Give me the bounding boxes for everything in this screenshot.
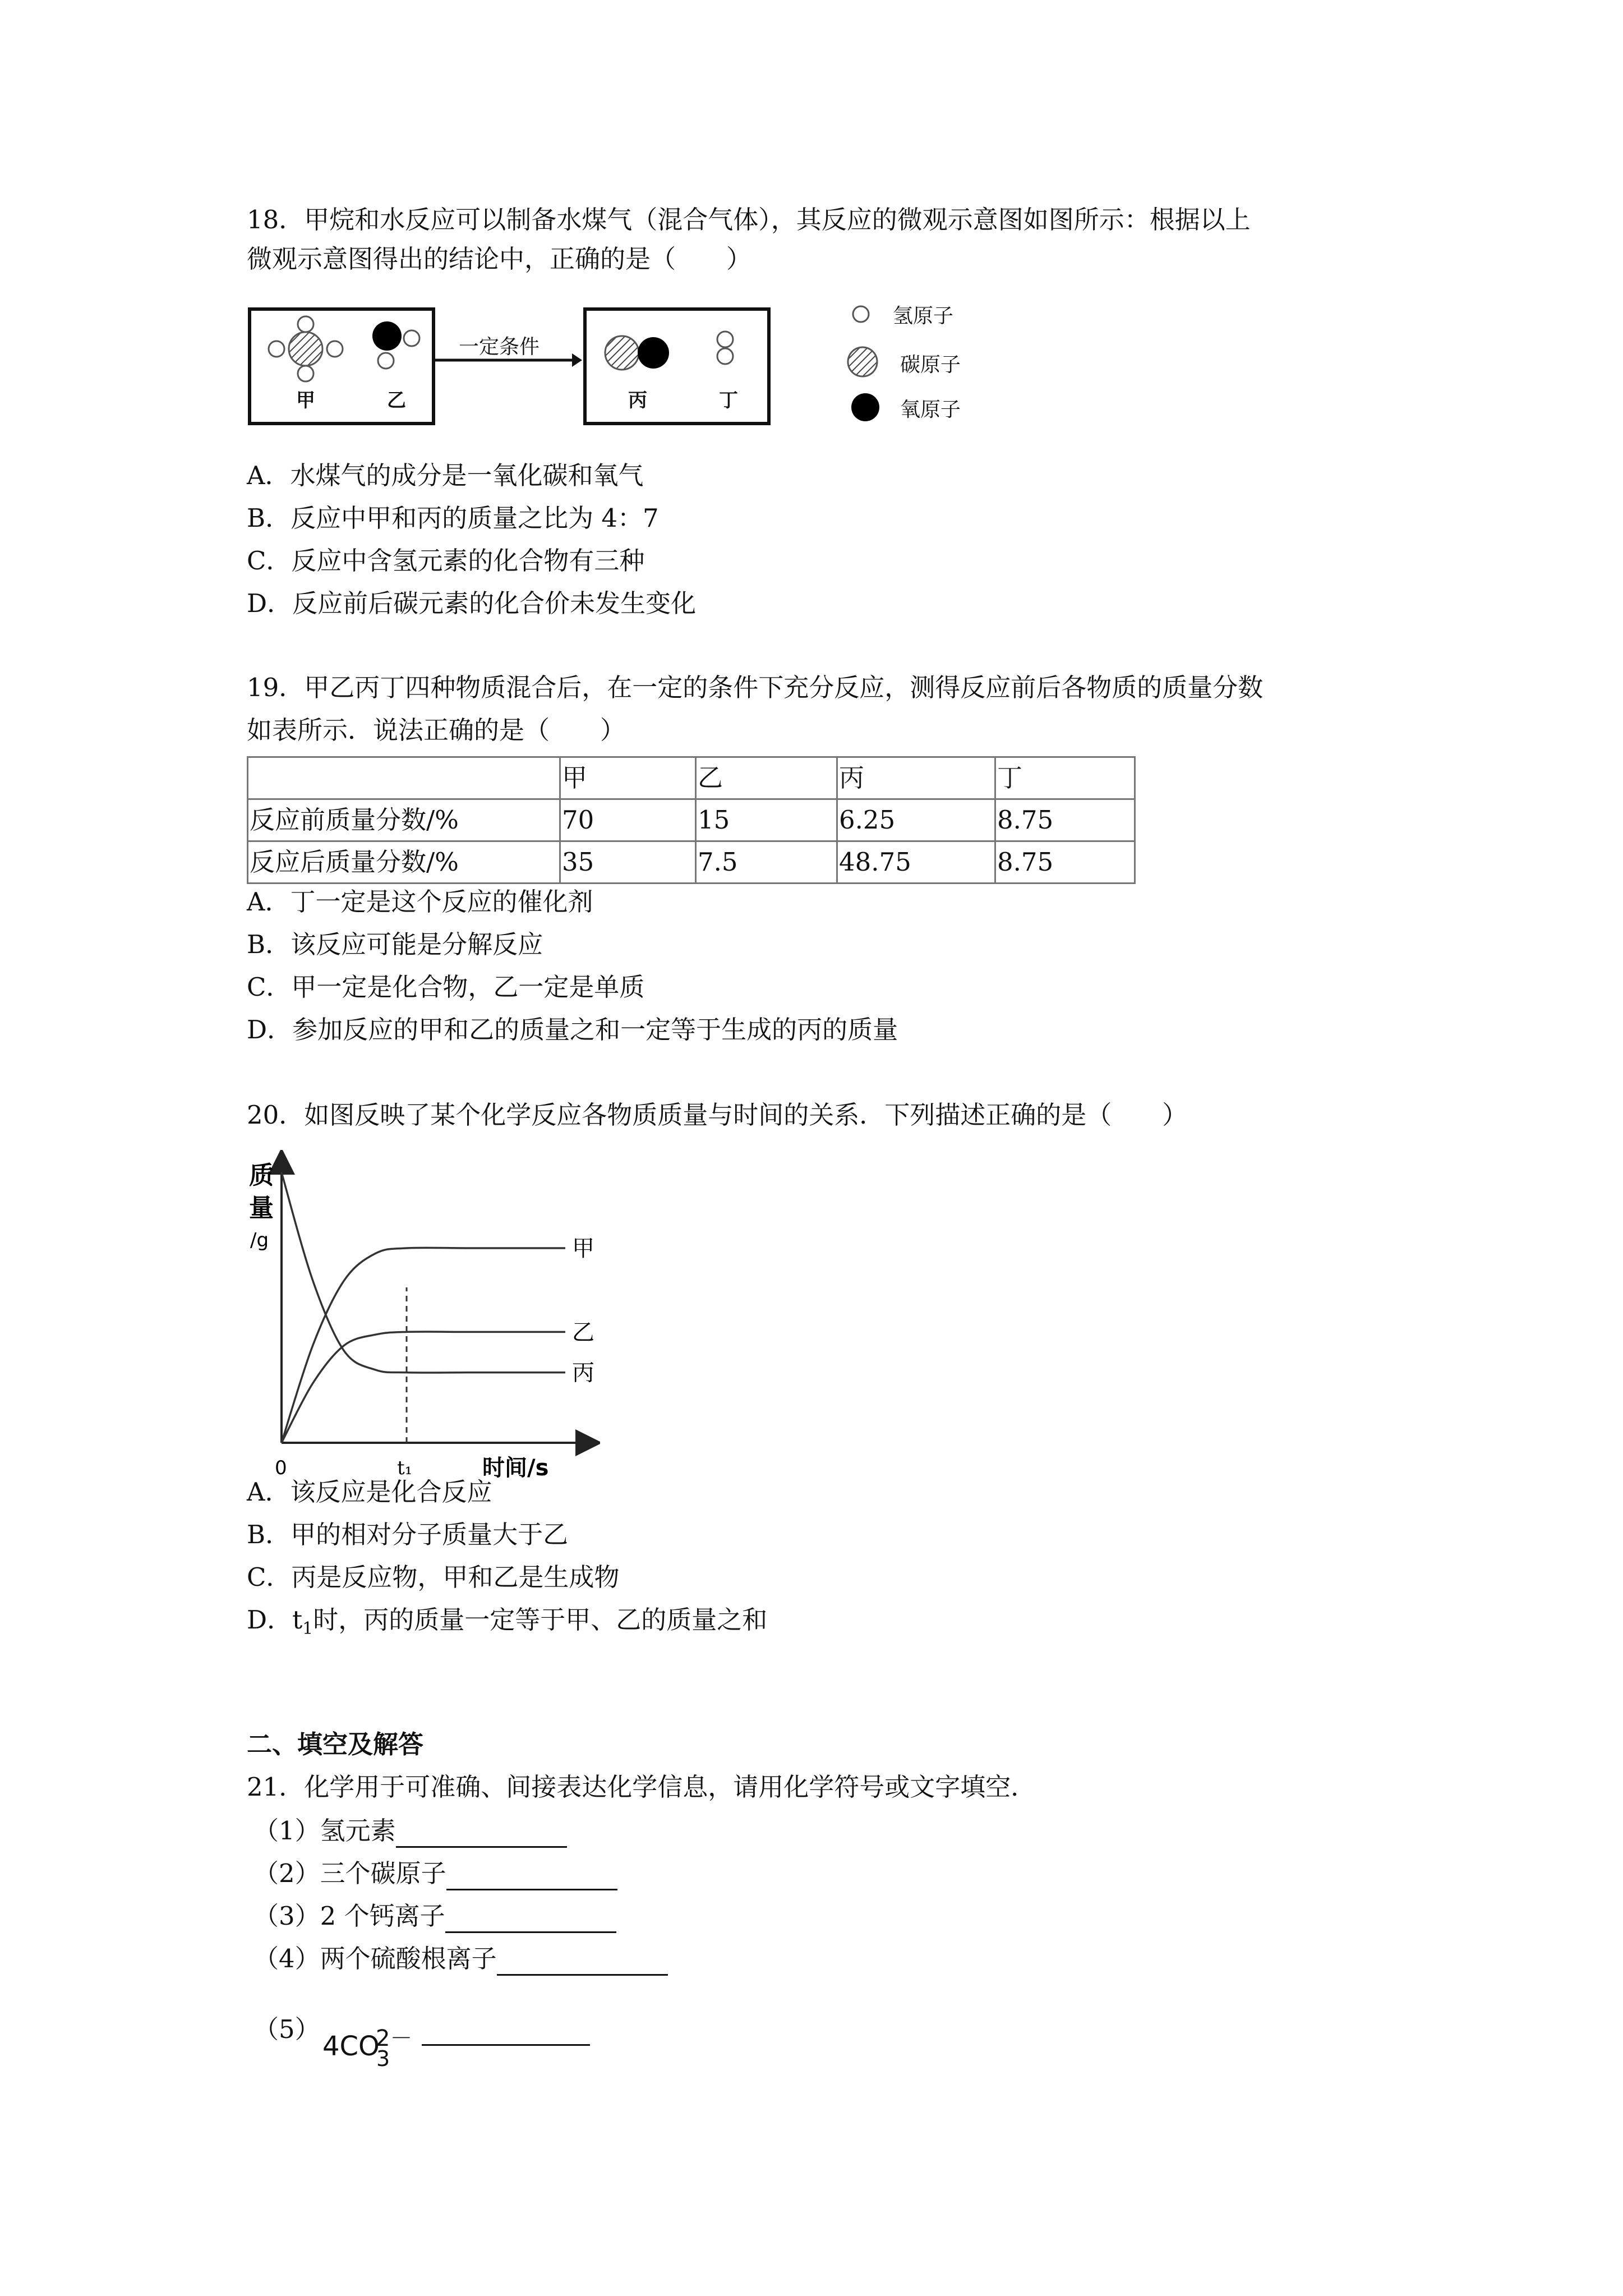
q21-item-1 [253,1814,567,1848]
q20-option-a: A．该反应是化合反应 [247,1477,492,1507]
answer-blank[interactable] [422,2017,590,2046]
q21-item-3 [253,1899,616,1933]
q21-stem: 21．化学用于可准确、间接表达化学信息，请用化学符号或文字填空． [247,1772,1036,1802]
y-axis-label-3: /g [250,1229,269,1251]
label-bing: 丙 [628,389,647,412]
series-label: 乙 [572,1319,594,1346]
q19-table [247,756,1136,884]
q18-stem-line2: 微观示意图得出的结论中，正确的是（ ） [247,244,752,274]
q19-option-d: D．参加反应的甲和乙的质量之和一定等于生成的丙的质量 [247,1015,898,1045]
q19-stem-line2: 如表所示．说法正确的是（ ） [247,715,626,745]
q21-item-2-label: （2）三个碳原子 [253,1858,446,1888]
carbonate-ion-formula [322,2026,413,2071]
hydrogen-atom-icon [850,303,872,325]
answer-blank[interactable] [396,1819,567,1848]
methane-molecule [255,314,356,393]
label-ding: 丁 [719,389,738,412]
legend-oxygen: 氧原子 [900,398,961,421]
table-cell: 6.25 [837,799,995,841]
legend-carbon: 碳原子 [900,353,961,376]
formula-main: 4CO [322,2031,380,2062]
answer-blank[interactable] [446,1862,617,1890]
q19-option-b: B．该反应可能是分解反应 [247,930,543,959]
mass-time-chart [241,1150,600,1487]
table-cell: 甲 [560,757,696,799]
table-cell: 48.75 [837,841,995,884]
table-cell [248,757,560,799]
section-2-title: 二、填空及解答 [247,1729,424,1759]
q18-option-a: A．水煤气的成分是一氧化碳和氧气 [247,461,644,490]
table-cell: 8.75 [995,841,1135,884]
table-cell: 35 [560,841,696,884]
table-cell: 反应后质量分数/% [248,841,560,884]
q18-option-c: C．反应中含氢元素的化合物有三种 [247,546,645,576]
table-cell: 15 [696,799,837,841]
series-label: 丙 [572,1360,594,1386]
table-cell: 反应前质量分数/% [248,799,560,841]
table-cell: 70 [560,799,696,841]
q21-item-4-label: （4）两个硫酸根离子 [253,1944,497,1973]
label-yi: 乙 [387,389,406,412]
table-cell: 8.75 [995,799,1135,841]
q20-option-d-prefix: D．t [247,1605,303,1635]
table-cell: 丁 [995,757,1135,799]
q21-item-1-label: （1）氢元素 [253,1816,396,1846]
label-jia: 甲 [296,389,315,412]
q18-option-b: B．反应中甲和丙的质量之比为 4：7 [247,503,659,533]
legend-hydrogen: 氢原子 [893,305,954,328]
q21-item-3-label: （3）2 个钙离子 [253,1901,445,1931]
x-tick-t1: t₁ [397,1457,413,1479]
carbon-monoxide-molecule [603,334,676,373]
water-molecule [365,317,426,379]
q21-item-5-label: （5） [253,2014,320,2044]
x-tick-0: 0 [275,1457,287,1479]
answer-blank[interactable] [445,1904,616,1933]
q20-option-c: C．丙是反应物，甲和乙是生成物 [247,1562,620,1592]
q19-option-a: A．丁一定是这个反应的催化剂 [247,887,593,917]
table-cell: 丙 [837,757,995,799]
q18-stem-line1: 18．甲烷和水反应可以制备水煤气（混合气体），其反应的微观示意图如图所示：根据以上 [247,205,1251,234]
carbon-atom-icon [846,345,879,379]
q20-option-d-rest: 时，丙的质量一定等于甲、乙的质量之和 [313,1605,768,1635]
q19-option-c: C．甲一定是化合物，乙一定是单质 [247,972,645,1002]
q21-item-5 [253,2013,320,2046]
q19-stem-line1: 19．甲乙丙丁四种物质混合后，在一定的条件下充分反应，测得反应前后各物质的质量分数 [247,673,1264,702]
q20-option-d-sub: 1 [302,1619,313,1639]
oxygen-atom-icon [850,392,881,423]
table-cell: 乙 [696,757,837,799]
table-header-row [248,757,1135,799]
q21-item-2 [253,1857,617,1890]
series-label: 甲 [572,1235,594,1262]
answer-blank[interactable] [497,1947,668,1976]
table-row [248,799,1135,841]
formula-subscript: 3 [376,2046,390,2071]
x-axis-label: 时间/s [482,1455,549,1481]
y-axis-label-2: 量 [249,1194,274,1222]
series-line-3 [282,1172,532,1373]
table-row [248,841,1135,884]
y-axis-label-1: 质 [249,1161,274,1190]
formula-charge: 2－ [376,2026,413,2051]
q21-item-4 [253,1942,668,1976]
table-cell: 7.5 [696,841,837,884]
series-line-1 [282,1248,532,1443]
hydrogen-molecule [711,328,739,373]
reaction-condition: 一定条件 [459,335,540,358]
q20-stem: 20．如图反映了某个化学反应各物质质量与时间的关系．下列描述正确的是（ ） [247,1100,1188,1130]
q20-option-d [247,1603,767,1646]
q18-option-d: D．反应前后碳元素的化合价未发生变化 [247,588,697,618]
q20-option-b: B．甲的相对分子质量大于乙 [247,1520,569,1549]
